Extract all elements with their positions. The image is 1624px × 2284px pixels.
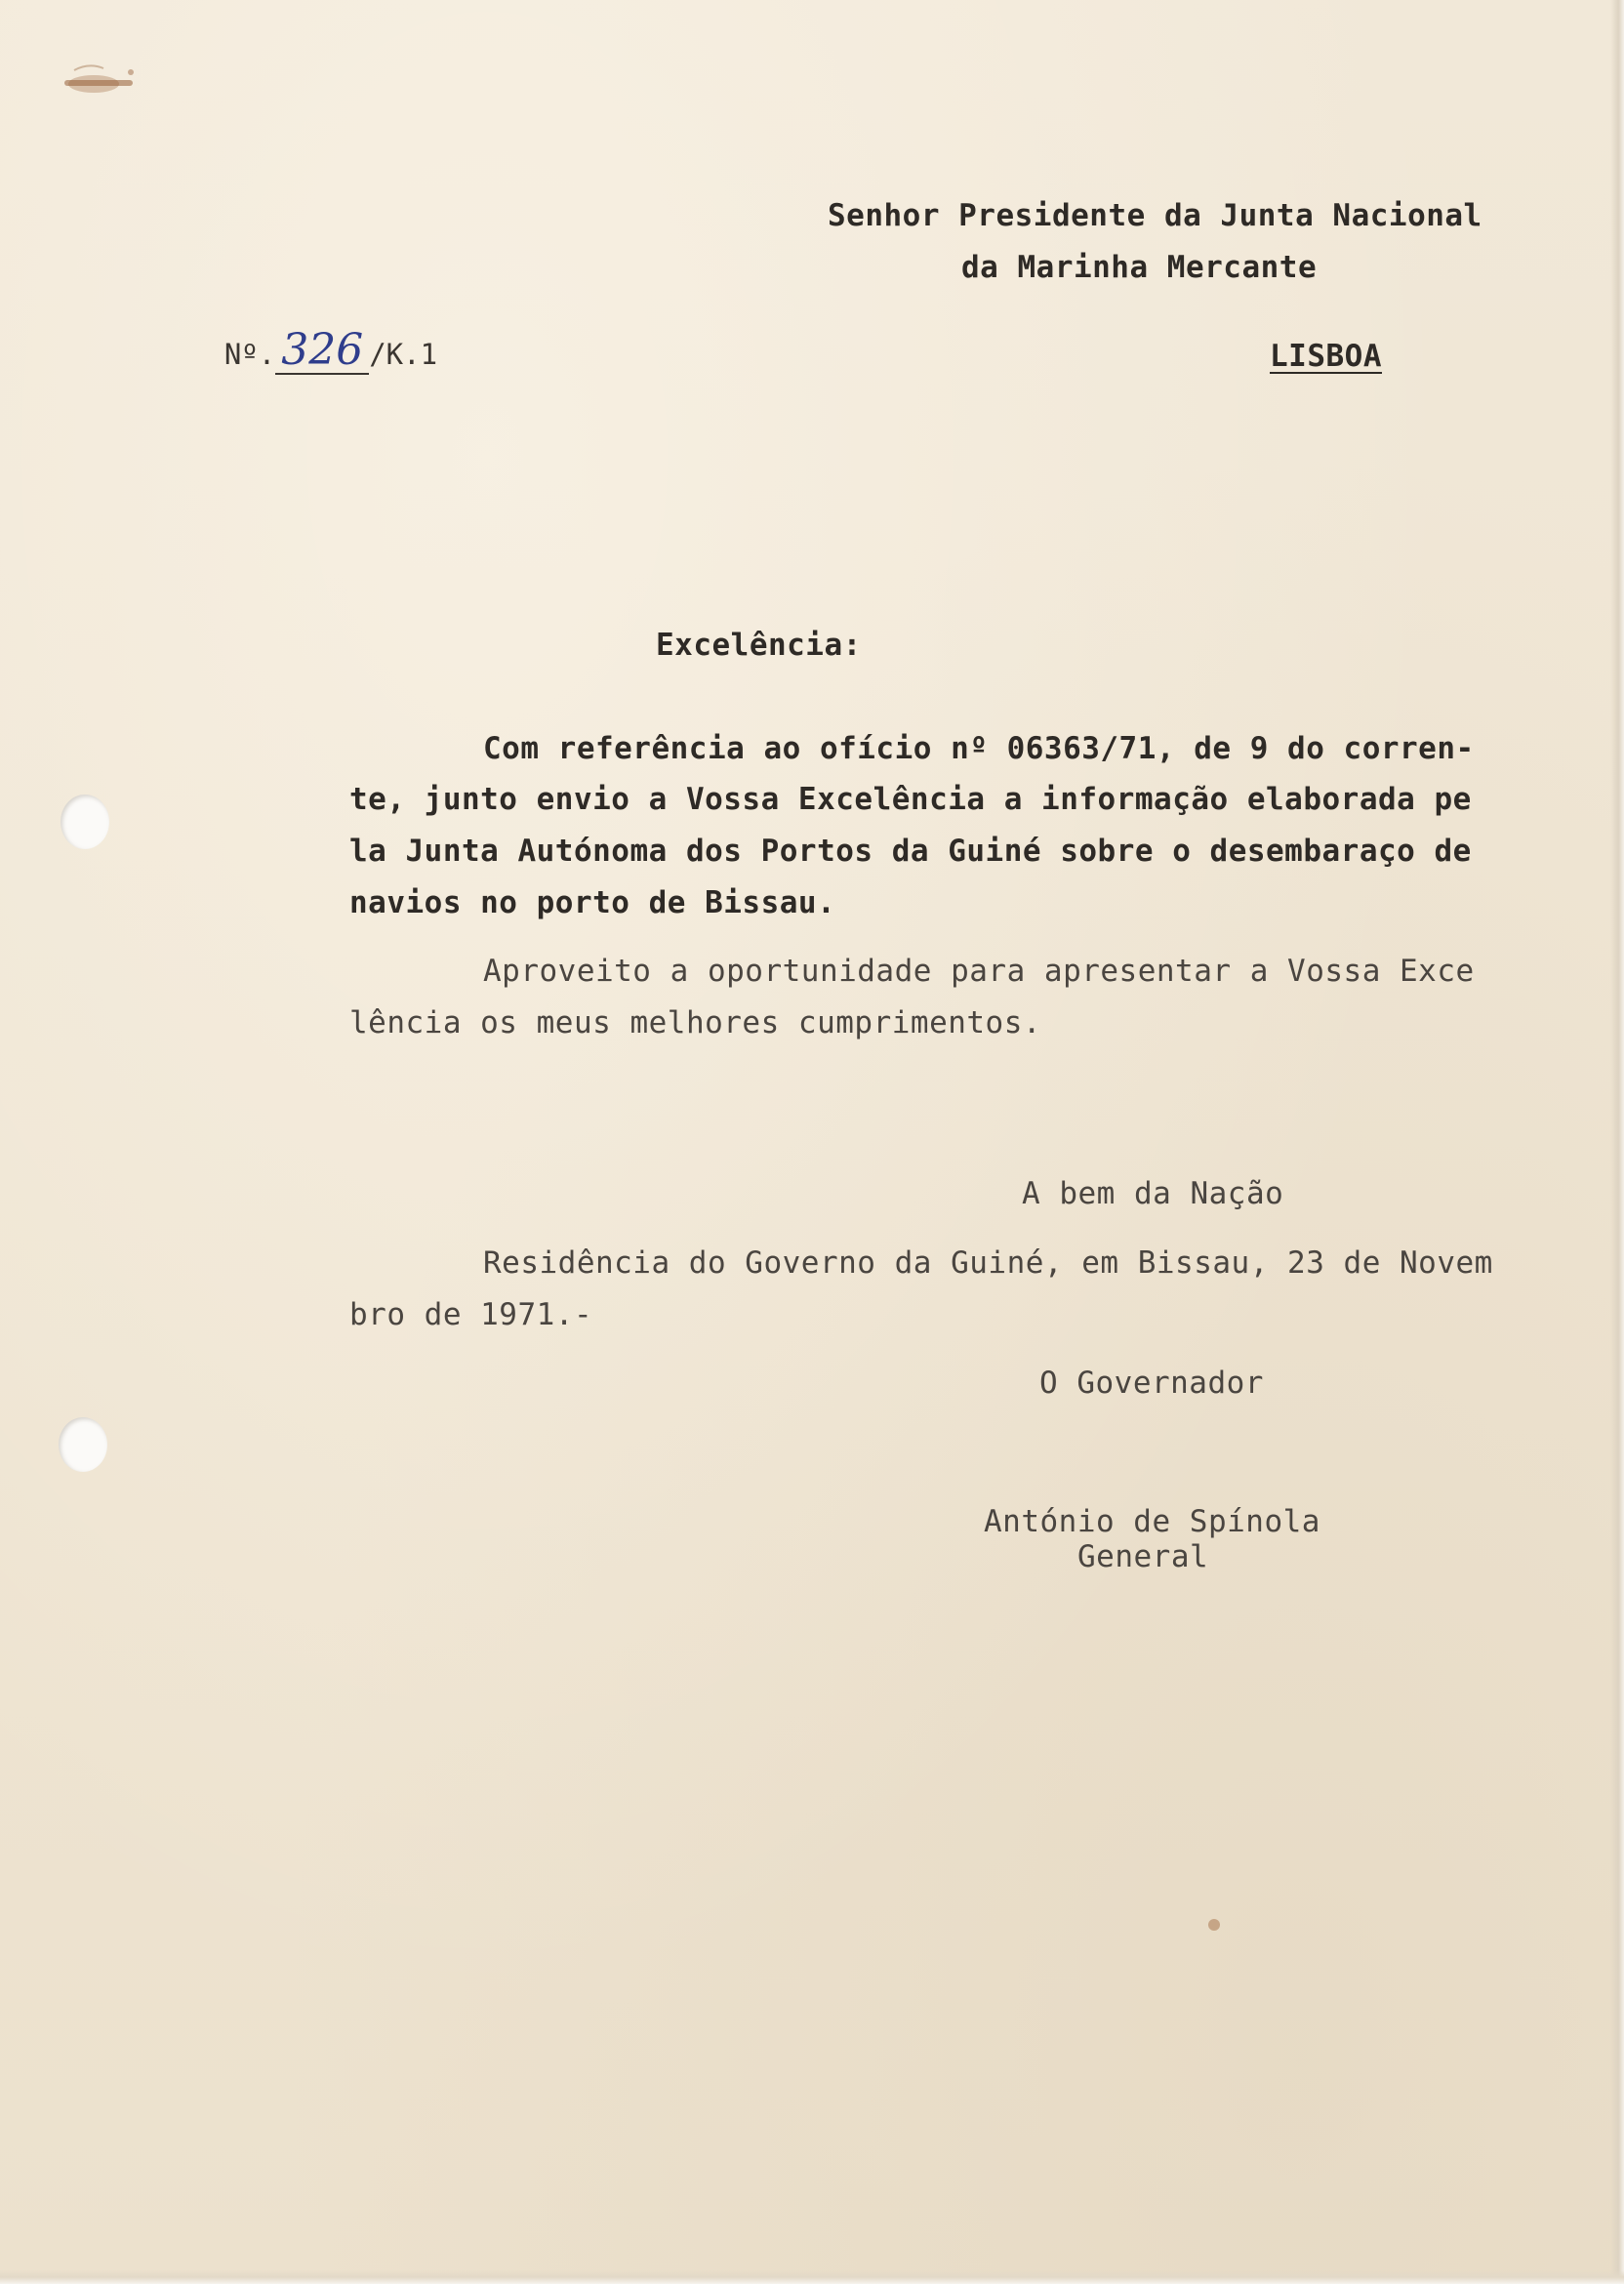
place-date-line-1: Residência do Governo da Guiné, em Bissau, 23 de Novem [483, 1245, 1493, 1281]
salutation: Excelência: [656, 628, 862, 663]
closing-motto: A bem da Nação [1022, 1176, 1284, 1211]
paragraph-1-line-1: Com referência ao ofício nº 06363/71, de 9 do corren- [483, 731, 1475, 766]
reference-prefix: Nº. [223, 338, 276, 371]
reference-number [156, 295, 437, 408]
paragraph-2-line-1: Aproveito a oportunidade para apresentar a Vossa Exce [483, 954, 1475, 989]
paragraph-1-line-4: navios no porto de Bissau. [349, 885, 836, 920]
addressee-line-2: da Marinha Mercante [961, 250, 1318, 285]
addressee-city: LISBOA [1270, 339, 1382, 374]
reference-suffix: /K.1 [369, 338, 438, 371]
signatory-rank: General [1077, 1539, 1209, 1574]
paper-edge-right [1610, 0, 1624, 2284]
rust-stain-icon [45, 55, 162, 113]
punch-hole-top [61, 795, 109, 849]
ink-spot [1208, 1919, 1220, 1931]
signatory-title: O Governador [1039, 1366, 1264, 1401]
paper-edge-bottom [0, 2270, 1624, 2284]
place-date-line-2: bro de 1971.- [349, 1297, 593, 1332]
paragraph-1-line-3: la Junta Autónoma dos Portos da Guiné sobre o desembaraço de [349, 834, 1472, 869]
handwritten-reference-number: 326 [275, 328, 369, 375]
paragraph-2-line-2: lência os meus melhores cumprimentos. [349, 1005, 1042, 1040]
addressee-line-1: Senhor Presidente da Junta Nacional [828, 198, 1482, 233]
signatory-name: António de Spínola [984, 1504, 1320, 1539]
paragraph-1-line-2: te, junto envio a Vossa Excelência a informação elaborada pe [349, 782, 1472, 817]
punch-hole-bottom [59, 1417, 107, 1472]
